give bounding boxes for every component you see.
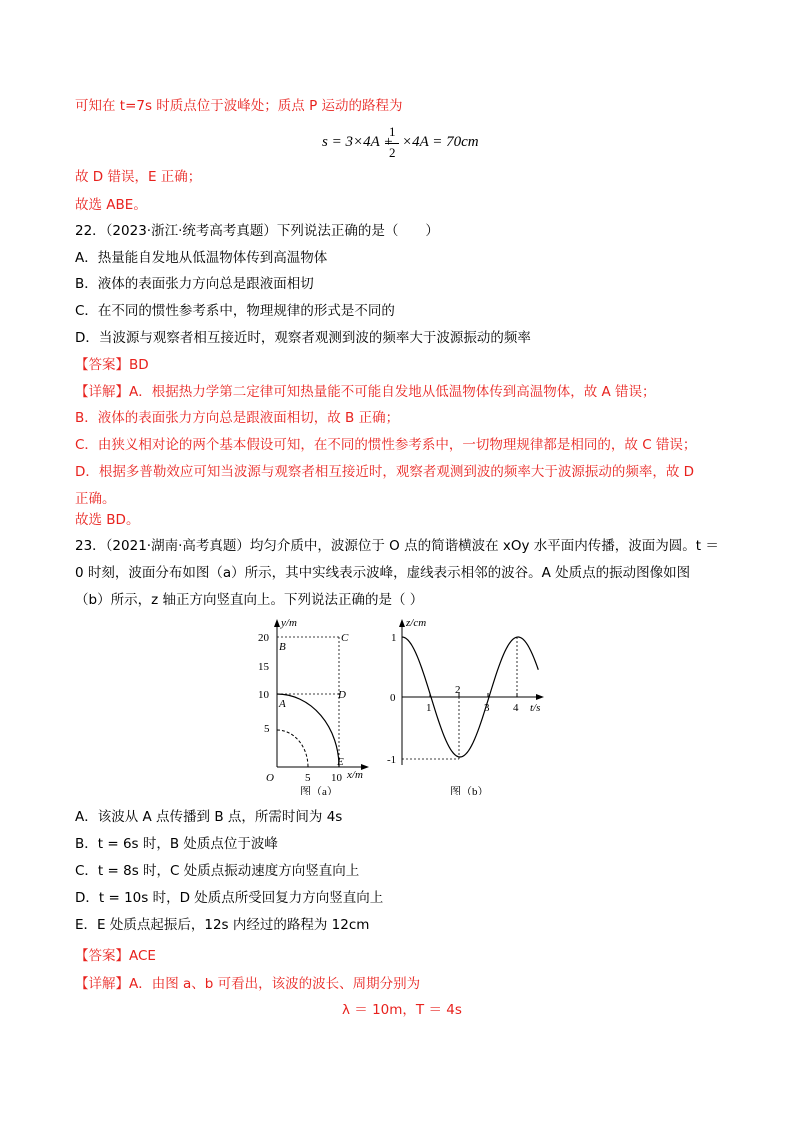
t-arrow bbox=[536, 694, 544, 700]
z-arrow bbox=[399, 619, 405, 627]
point-c-label: C bbox=[341, 632, 349, 644]
t-axis-label: t/s bbox=[530, 702, 541, 714]
origin-label: O bbox=[266, 772, 274, 784]
t-tick-label: 3 bbox=[484, 702, 490, 714]
figure-b bbox=[384, 615, 549, 795]
y-tick-label: 5 bbox=[264, 723, 270, 735]
t-tick-label: 1 bbox=[426, 702, 432, 714]
question-22-option-d: D．当波源与观察者相互接近时，观察者观测到波的频率大于波源振动的频率 bbox=[75, 330, 531, 346]
fraction-numerator: 1 bbox=[389, 124, 396, 139]
detail-23-a: 【详解】A．由图 a、b 可看出，该波的波长、周期分别为 bbox=[75, 976, 421, 992]
figure-a bbox=[255, 615, 380, 795]
y-axis-label: y/m bbox=[281, 617, 297, 629]
x-tick-label: 10 bbox=[331, 772, 342, 784]
question-23-stem-3: （b）所示，z 轴正方向竖直向上。下列说法正确的是（ ） bbox=[75, 592, 424, 608]
question-22-stem: 22．（2023·浙江·统考高考真题）下列说法正确的是（ ） bbox=[75, 223, 439, 239]
z-tick-label: 1 bbox=[391, 632, 397, 644]
y-arrow bbox=[274, 619, 280, 627]
detail-22-d: D．根据多普勒效应可知当波源与观察者相互接近时，观察者观测到波的频率大于波源振动的频率，故 D bbox=[75, 464, 695, 480]
detail-22-d-cont: 正确。 bbox=[75, 491, 116, 507]
answer-23: 【答案】ACE bbox=[75, 948, 156, 964]
point-a-label: A bbox=[279, 698, 286, 710]
x-tick-label: 5 bbox=[305, 772, 311, 784]
question-23-option-d: D．t = 10s 时，D 处质点所受回复力方向竖直向上 bbox=[75, 890, 384, 906]
crest-arc bbox=[277, 694, 339, 767]
x-axis-label: x/m bbox=[347, 769, 363, 781]
figure-a-caption: 图（a） bbox=[300, 786, 338, 795]
point-b-label: B bbox=[279, 641, 286, 653]
figure-b-caption: 图（b） bbox=[450, 786, 489, 795]
point-e-label: E bbox=[337, 756, 344, 768]
path-formula bbox=[322, 124, 502, 168]
z-tick-label: -1 bbox=[387, 754, 397, 766]
y-tick-label: 15 bbox=[258, 661, 269, 673]
text-line: 可知在 t=7s 时质点位于波峰处；质点 P 运动的路程为 bbox=[75, 98, 403, 114]
text-line: 故 D 错误，E 正确； bbox=[75, 169, 202, 185]
detail-22-a: 【详解】A．根据热力学第二定律可知热量能不可能自发地从低温物体传到高温物体，故 A 错误； bbox=[75, 384, 656, 400]
question-23-option-a: A．该波从 A 点传播到 B 点，所需时间为 4s bbox=[75, 809, 343, 825]
point-d-label: D bbox=[338, 689, 346, 701]
t-tick-label: 4 bbox=[513, 702, 519, 714]
formula-rhs: ×4A = 70cm bbox=[402, 134, 479, 150]
fraction-denominator: 2 bbox=[389, 145, 396, 160]
y-tick-label: 20 bbox=[258, 632, 269, 644]
answer-22: 【答案】BD bbox=[75, 357, 149, 373]
z-tick-label: 0 bbox=[390, 692, 396, 704]
question-22-option-b: B．液体的表面张力方向总是跟液面相切 bbox=[75, 276, 314, 292]
detail-22-b: B．液体的表面张力方向总是跟液面相切，故 B 正确； bbox=[75, 410, 400, 426]
detail-22-c: C．由狭义相对论的两个基本假设可知，在不同的惯性参考系中，一切物理规律都是相同的，故 C 错误； bbox=[75, 437, 697, 453]
question-23-option-e: E．E 处质点起振后，12s 内经过的路程为 12cm bbox=[75, 917, 370, 933]
y-tick-label: 10 bbox=[258, 689, 269, 701]
selection-22: 故选 BD。 bbox=[75, 512, 140, 528]
question-23-stem-2: 0 时刻，波面分布如图（a）所示，其中实线表示波峰，虚线表示相邻的波谷。A 处质点的振动图像如图 bbox=[75, 565, 691, 581]
question-23-option-c: C．t = 8s 时，C 处质点振动速度方向竖直向上 bbox=[75, 863, 360, 879]
z-axis-label: z/cm bbox=[406, 617, 427, 629]
question-22-option-c: C．在不同的惯性参考系中，物理规律的形式是不同的 bbox=[75, 303, 395, 319]
question-22-option-a: A．热量能自发地从低温物体传到高温物体 bbox=[75, 250, 328, 266]
question-23-option-b: B．t = 6s 时，B 处质点位于波峰 bbox=[75, 836, 278, 852]
text-line: 故选 ABE。 bbox=[75, 197, 147, 213]
formula-lhs: s = 3×4A + bbox=[322, 134, 394, 150]
trough-arc bbox=[277, 730, 308, 767]
question-23-stem-1: 23．（2021·湖南·高考真题）均匀介质中，波源位于 O 点的简谐横波在 xOy 水平面内传播，波面为圆。t ＝ bbox=[75, 538, 719, 554]
t-tick-label: 2 bbox=[455, 684, 461, 696]
result-23: λ ＝ 10m，T ＝ 4s bbox=[342, 1002, 462, 1018]
fraction-bar bbox=[385, 143, 399, 144]
